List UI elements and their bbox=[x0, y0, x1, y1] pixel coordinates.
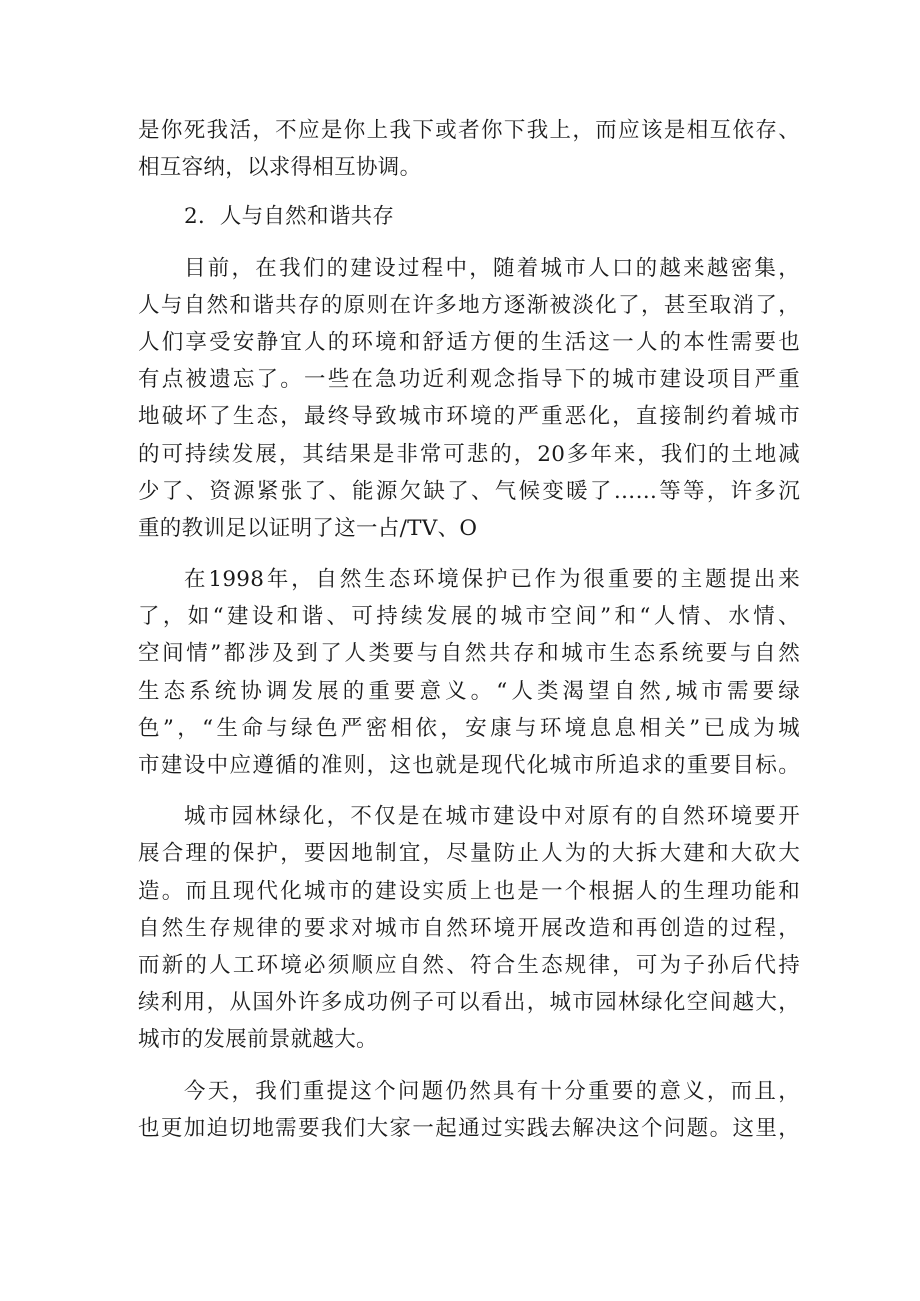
text-line: 城市园林绿化，不仅是在城市建设中对原有的自然环境要开 bbox=[184, 804, 800, 830]
text-line: 而新的人工环境必须顺应自然、符合生态规律，可为子孙后代持 bbox=[138, 952, 800, 978]
text-line: 重的教训足以证明了这一占/TV、O bbox=[138, 515, 478, 541]
text-line: 地破坏了生态，最终导致城市环境的严重恶化，直接制约着城市 bbox=[138, 404, 800, 430]
text-line: 造。而且现代化城市的建设实质上也是一个根据人的生理功能和 bbox=[138, 878, 800, 904]
paragraph-today bbox=[138, 1073, 800, 1147]
text-line: 空间情”都涉及到了人类要与自然共存和城市生态系统要与自然 bbox=[138, 641, 800, 667]
text-line: 展合理的保护，要因地制宜，尽量防止人为的大拆大建和大砍大 bbox=[138, 841, 800, 867]
text-line: 的可持续发展，其结果是非常可悲的，20多年来，我们的土地减 bbox=[138, 441, 800, 467]
paragraph-1998 bbox=[138, 561, 800, 784]
text-line: 目前，在我们的建设过程中，随着城市人口的越来越密集， bbox=[184, 255, 800, 281]
text-line: 有点被遗忘了。一些在急功近利观念指导下的城市建设项目严重 bbox=[138, 367, 800, 393]
text-line: 少了、资源紧张了、能源欠缺了、气候变暖了……等等，许多沉 bbox=[138, 478, 800, 504]
text-line: 城市的发展前景就越大。 bbox=[138, 1027, 378, 1053]
paragraph-spacer bbox=[138, 547, 800, 561]
text-line: 在1998年，自然生态环境保护已作为很重要的主题提出来 bbox=[184, 567, 800, 593]
paragraph-current-situation bbox=[138, 250, 800, 548]
paragraph-spacer bbox=[138, 186, 800, 198]
text-line: 了，如“建设和谐、可持续发展的城市空间”和“人情、水情、 bbox=[138, 604, 800, 630]
heading-text: 2．人与自然和谐共存 bbox=[184, 204, 395, 230]
text-line: 人与自然和谐共存的原则在许多地方逐渐被淡化了，甚至取消了， bbox=[138, 292, 800, 318]
text-line: 自然生存规律的要求对城市自然环境开展改造和再创造的过程， bbox=[138, 915, 800, 941]
text-line: 市建设中应遵循的准则，这也就是现代化城市所追求的重要目标。 bbox=[138, 753, 800, 778]
paragraph-spacer bbox=[138, 236, 800, 250]
paragraph-spacer bbox=[138, 784, 800, 798]
text-line: 色”，“生命与绿色严密相依，安康与环境息息相关”已成为城 bbox=[138, 715, 800, 741]
text-line: 人们享受安静宜人的环境和舒适方便的生活这一人的本性需要也 bbox=[138, 329, 800, 355]
paragraph-continuation bbox=[138, 112, 800, 186]
text-line: 生态系统协调发展的重要意义。“人类渴望自然,城市需要绿 bbox=[138, 678, 800, 704]
text-line: 续利用，从国外许多成功例子可以看出，城市园林绿化空间越大， bbox=[138, 990, 800, 1016]
section-heading bbox=[138, 198, 800, 235]
paragraph-spacer bbox=[138, 1059, 800, 1073]
text-line: 也更加迫切地需要我们大家一起通过实践去解决这个问题。这里， bbox=[138, 1115, 800, 1141]
text-line: 是你死我活，不应是你上我下或者你下我上，而应该是相互依存、 bbox=[138, 118, 800, 143]
paragraph-urban-greening bbox=[138, 798, 800, 1058]
text-line: 相互容纳，以求得相互协调。 bbox=[138, 155, 422, 181]
text-line: 今天，我们重提这个问题仍然具有十分重要的意义，而且， bbox=[184, 1078, 800, 1104]
document-body bbox=[138, 112, 800, 1147]
